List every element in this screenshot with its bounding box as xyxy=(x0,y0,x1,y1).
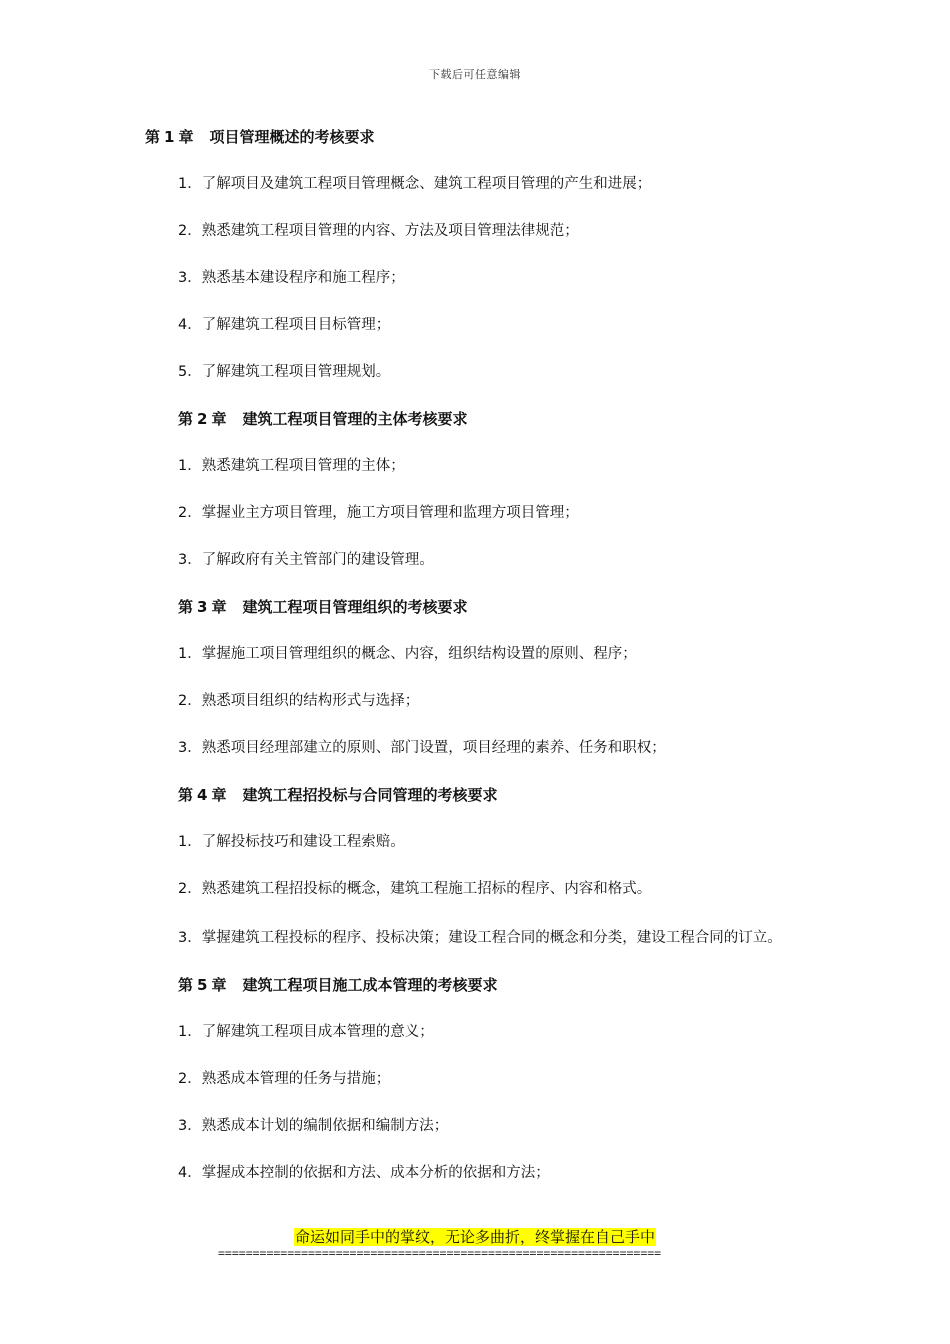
chapter-number: 2 xyxy=(197,410,208,428)
list-item xyxy=(145,455,805,477)
list-item xyxy=(145,1068,805,1090)
footer-divider-rule: ================================================================ xyxy=(218,1246,662,1260)
item-text: 熟悉基本建设程序和施工程序； xyxy=(201,270,405,286)
item-number: 1． xyxy=(178,834,202,850)
item-text: 了解建筑工程项目成本管理的意义； xyxy=(201,1024,434,1040)
chapter-number: 4 xyxy=(197,786,208,804)
item-text: 熟悉建筑工程项目管理的主体； xyxy=(201,458,405,474)
chapter-2-heading xyxy=(145,408,805,430)
item-text: 了解投标技巧和建设工程索赔。 xyxy=(201,834,405,850)
chapter-prefix: 第 xyxy=(145,128,161,146)
item-number: 3． xyxy=(178,740,202,756)
chapter-1-heading xyxy=(145,126,805,148)
chapter-title: 项目管理概述的考核要求 xyxy=(209,128,375,146)
item-number: 3． xyxy=(178,930,202,946)
list-item xyxy=(145,549,805,571)
list-item xyxy=(145,737,805,759)
item-number: 3． xyxy=(178,552,202,568)
item-text: 掌握成本控制的依据和方法、成本分析的依据和方法； xyxy=(201,1165,550,1181)
item-text: 掌握建筑工程投标的程序、投标决策；建设工程合同的概念和分类，建设工程合同的订立。 xyxy=(201,930,782,946)
item-number: 1． xyxy=(178,1024,202,1040)
chapter-title: 建筑工程项目管理组织的考核要求 xyxy=(242,598,468,616)
item-number: 2． xyxy=(178,1071,202,1087)
item-text: 了解建筑工程项目目标管理； xyxy=(201,317,391,333)
item-number: 2． xyxy=(178,223,202,239)
list-item xyxy=(145,220,805,242)
list-item xyxy=(145,643,805,665)
document-body xyxy=(145,126,805,1209)
item-text: 掌握施工项目管理组织的概念、内容，组织结构设置的原则、程序； xyxy=(201,646,637,662)
item-text: 熟悉项目经理部建立的原则、部门设置，项目经理的素养、任务和职权； xyxy=(201,740,666,756)
list-item xyxy=(145,173,805,195)
chapter-prefix: 第 xyxy=(178,786,194,804)
chapter-number: 5 xyxy=(197,976,208,994)
chapter-suffix: 章 xyxy=(211,598,227,616)
footer-motto xyxy=(0,1227,950,1247)
item-text: 了解政府有关主管部门的建设管理。 xyxy=(201,552,434,568)
list-item xyxy=(145,502,805,524)
item-text: 熟悉建筑工程招投标的概念，建筑工程施工招标的程序、内容和格式。 xyxy=(201,881,652,897)
chapter-prefix: 第 xyxy=(178,410,194,428)
item-number: 1． xyxy=(178,176,202,192)
chapter-title: 建筑工程项目施工成本管理的考核要求 xyxy=(242,976,498,994)
list-item xyxy=(145,361,805,383)
item-number: 2． xyxy=(178,881,202,897)
item-number: 1． xyxy=(178,458,202,474)
item-number: 4． xyxy=(178,317,202,333)
chapter-suffix: 章 xyxy=(211,786,227,804)
chapter-3-heading xyxy=(145,596,805,618)
item-text: 熟悉项目组织的结构形式与选择； xyxy=(201,693,420,709)
item-text: 熟悉成本计划的编制依据和编制方法； xyxy=(201,1118,449,1134)
chapter-4-heading xyxy=(145,784,805,806)
item-number: 3． xyxy=(178,1118,202,1134)
item-text: 熟悉建筑工程项目管理的内容、方法及项目管理法律规范； xyxy=(201,223,579,239)
list-item xyxy=(145,267,805,289)
header-note: 下载后可任意编辑 xyxy=(429,68,521,81)
list-item xyxy=(145,1115,805,1137)
list-item xyxy=(145,1021,805,1043)
chapter-suffix: 章 xyxy=(178,128,194,146)
list-item xyxy=(145,878,805,900)
item-number: 3． xyxy=(178,270,202,286)
chapter-5-heading xyxy=(145,974,805,996)
item-text: 熟悉成本管理的任务与措施； xyxy=(201,1071,391,1087)
highlighted-motto-text: 命运如同手中的掌纹，无论多曲折，终掌握在自己手中 xyxy=(294,1228,655,1246)
chapter-number: 3 xyxy=(197,598,208,616)
item-number: 5． xyxy=(178,364,202,380)
list-item xyxy=(145,690,805,712)
list-item xyxy=(145,1162,805,1184)
chapter-prefix: 第 xyxy=(178,598,194,616)
item-number: 2． xyxy=(178,505,202,521)
item-text: 了解建筑工程项目管理规划。 xyxy=(201,364,391,380)
chapter-suffix: 章 xyxy=(211,976,227,994)
chapter-title: 建筑工程项目管理的主体考核要求 xyxy=(242,410,468,428)
item-text: 掌握业主方项目管理，施工方项目管理和监理方项目管理； xyxy=(201,505,579,521)
list-item xyxy=(145,314,805,336)
item-text: 了解项目及建筑工程项目管理概念、建筑工程项目管理的产生和进展； xyxy=(201,176,652,192)
item-number: 2． xyxy=(178,693,202,709)
list-item xyxy=(145,831,805,853)
chapter-number: 1 xyxy=(164,128,175,146)
chapter-title: 建筑工程招投标与合同管理的考核要求 xyxy=(242,786,498,804)
list-item xyxy=(145,925,805,951)
item-number: 1． xyxy=(178,646,202,662)
chapter-suffix: 章 xyxy=(211,410,227,428)
item-number: 4． xyxy=(178,1165,202,1181)
chapter-prefix: 第 xyxy=(178,976,194,994)
